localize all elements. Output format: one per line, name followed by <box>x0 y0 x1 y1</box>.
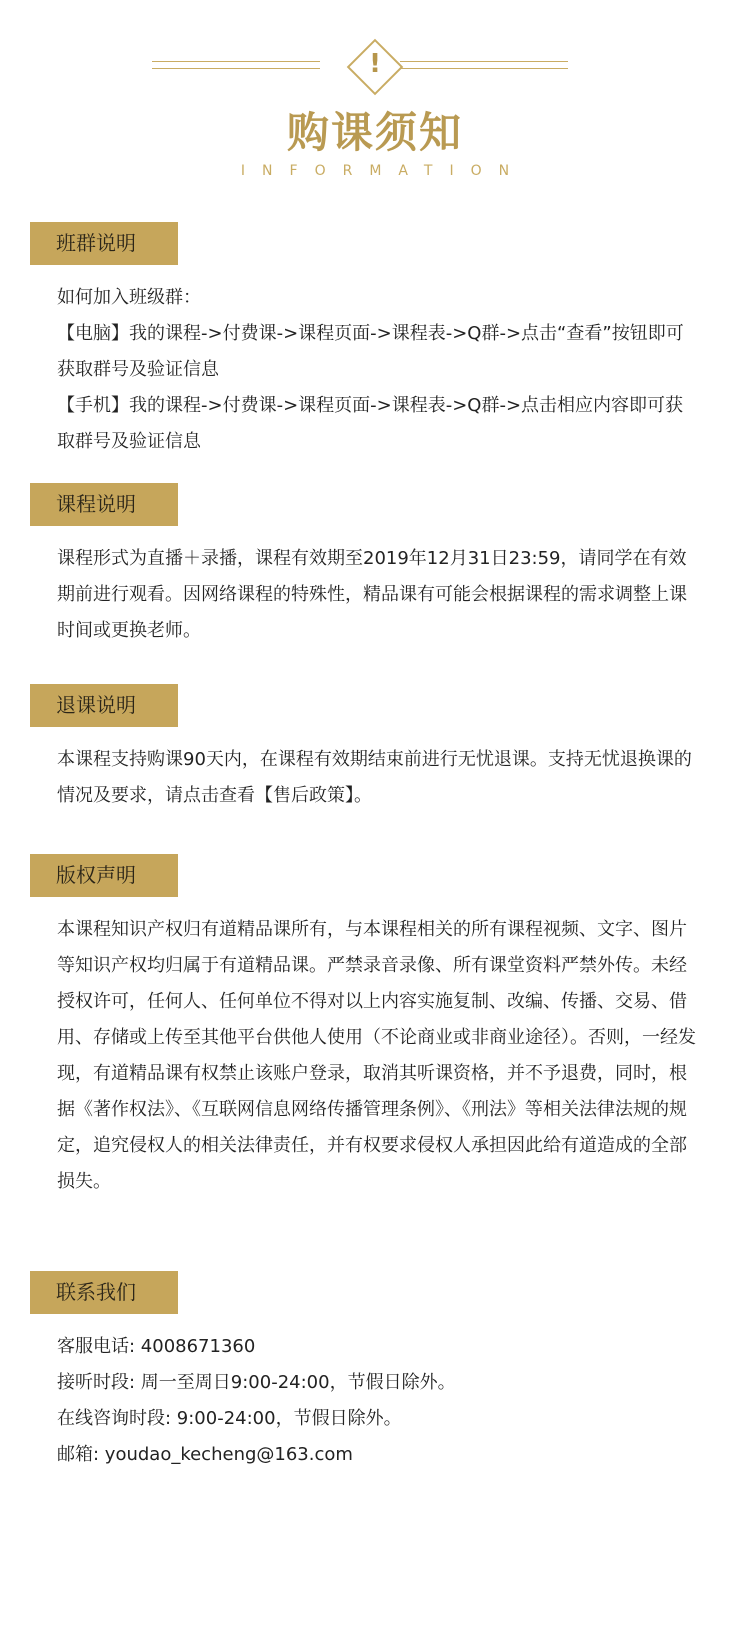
paragraph: 课程形式为直播＋录播，课程有效期至2019年12月31日23:59，请同学在有效期前进行观看。因网络课程的特殊性，精品课有可能会根据课程的需求调整上课时间或更换老师。 <box>57 548 687 641</box>
section-body <box>57 742 697 814</box>
contact-phone: 客服电话: 4008671360 <box>57 1336 256 1357</box>
section-label: 版权声明 <box>30 854 178 897</box>
section-label: 退课说明 <box>30 684 178 727</box>
left-deco-line-top <box>152 61 320 62</box>
contact-hours: 接听时段: 周一至周日9:00-24:00，节假日除外。 <box>57 1372 456 1393</box>
section-label: 课程说明 <box>30 483 178 526</box>
page-title: 购课须知 <box>286 108 463 157</box>
section-body <box>57 912 697 1200</box>
section-body <box>57 1329 697 1473</box>
section-body <box>57 280 697 460</box>
section-label: 班群说明 <box>30 222 178 265</box>
paragraph: 如何加入班级群： <box>57 287 201 308</box>
section-body <box>57 541 697 649</box>
paragraph: 本课程知识产权归有道精品课所有，与本课程相关的所有课程视频、文字、图片等知识产权均归属于有道精品课。严禁录音录像、所有课堂资料严禁外传。未经授权许可，任何人、任何单位不得对以上内容实施复制、改编、传播、交易、借用、存储或上传至其他平台供他人使用（不论商业或非商业途径）。否则，一经发现，有道精品课有权禁止该账户登录，取消其听课资格，并不予退费，同时，根据《著作权法》、《互联网信息网络传播管理条例》、《刑法》等相关法律法规的规定，追究侵权人的相关法律责任，并有权要求侵权人承担因此给有道造成的全部损失。 <box>57 919 696 1192</box>
page-header <box>0 0 750 200</box>
exclamation-mark: ! <box>369 49 381 79</box>
contact-email: 邮箱: youdao_kecheng@163.com <box>57 1444 353 1465</box>
section-label: 联系我们 <box>30 1271 178 1314</box>
page-subtitle: INFORMATION <box>240 163 527 179</box>
paragraph: 【手机】我的课程->付费课->课程页面->课程表->Q群->点击相应内容即可获取群号及验证信息 <box>57 395 684 452</box>
paragraph: 【电脑】我的课程->付费课->课程页面->课程表->Q群->点击“查看”按钮即可获取群号及验证信息 <box>57 323 684 380</box>
right-deco-line-top <box>400 61 568 62</box>
contact-online-hours: 在线咨询时段: 9:00-24:00，节假日除外。 <box>57 1408 402 1429</box>
left-deco-line-bottom <box>152 68 320 69</box>
paragraph: 本课程支持购课90天内，在课程有效期结束前进行无忧退课。支持无忧退换课的情况及要求，请点击查看【售后政策】。 <box>57 749 692 806</box>
right-deco-line-bottom <box>400 68 568 69</box>
